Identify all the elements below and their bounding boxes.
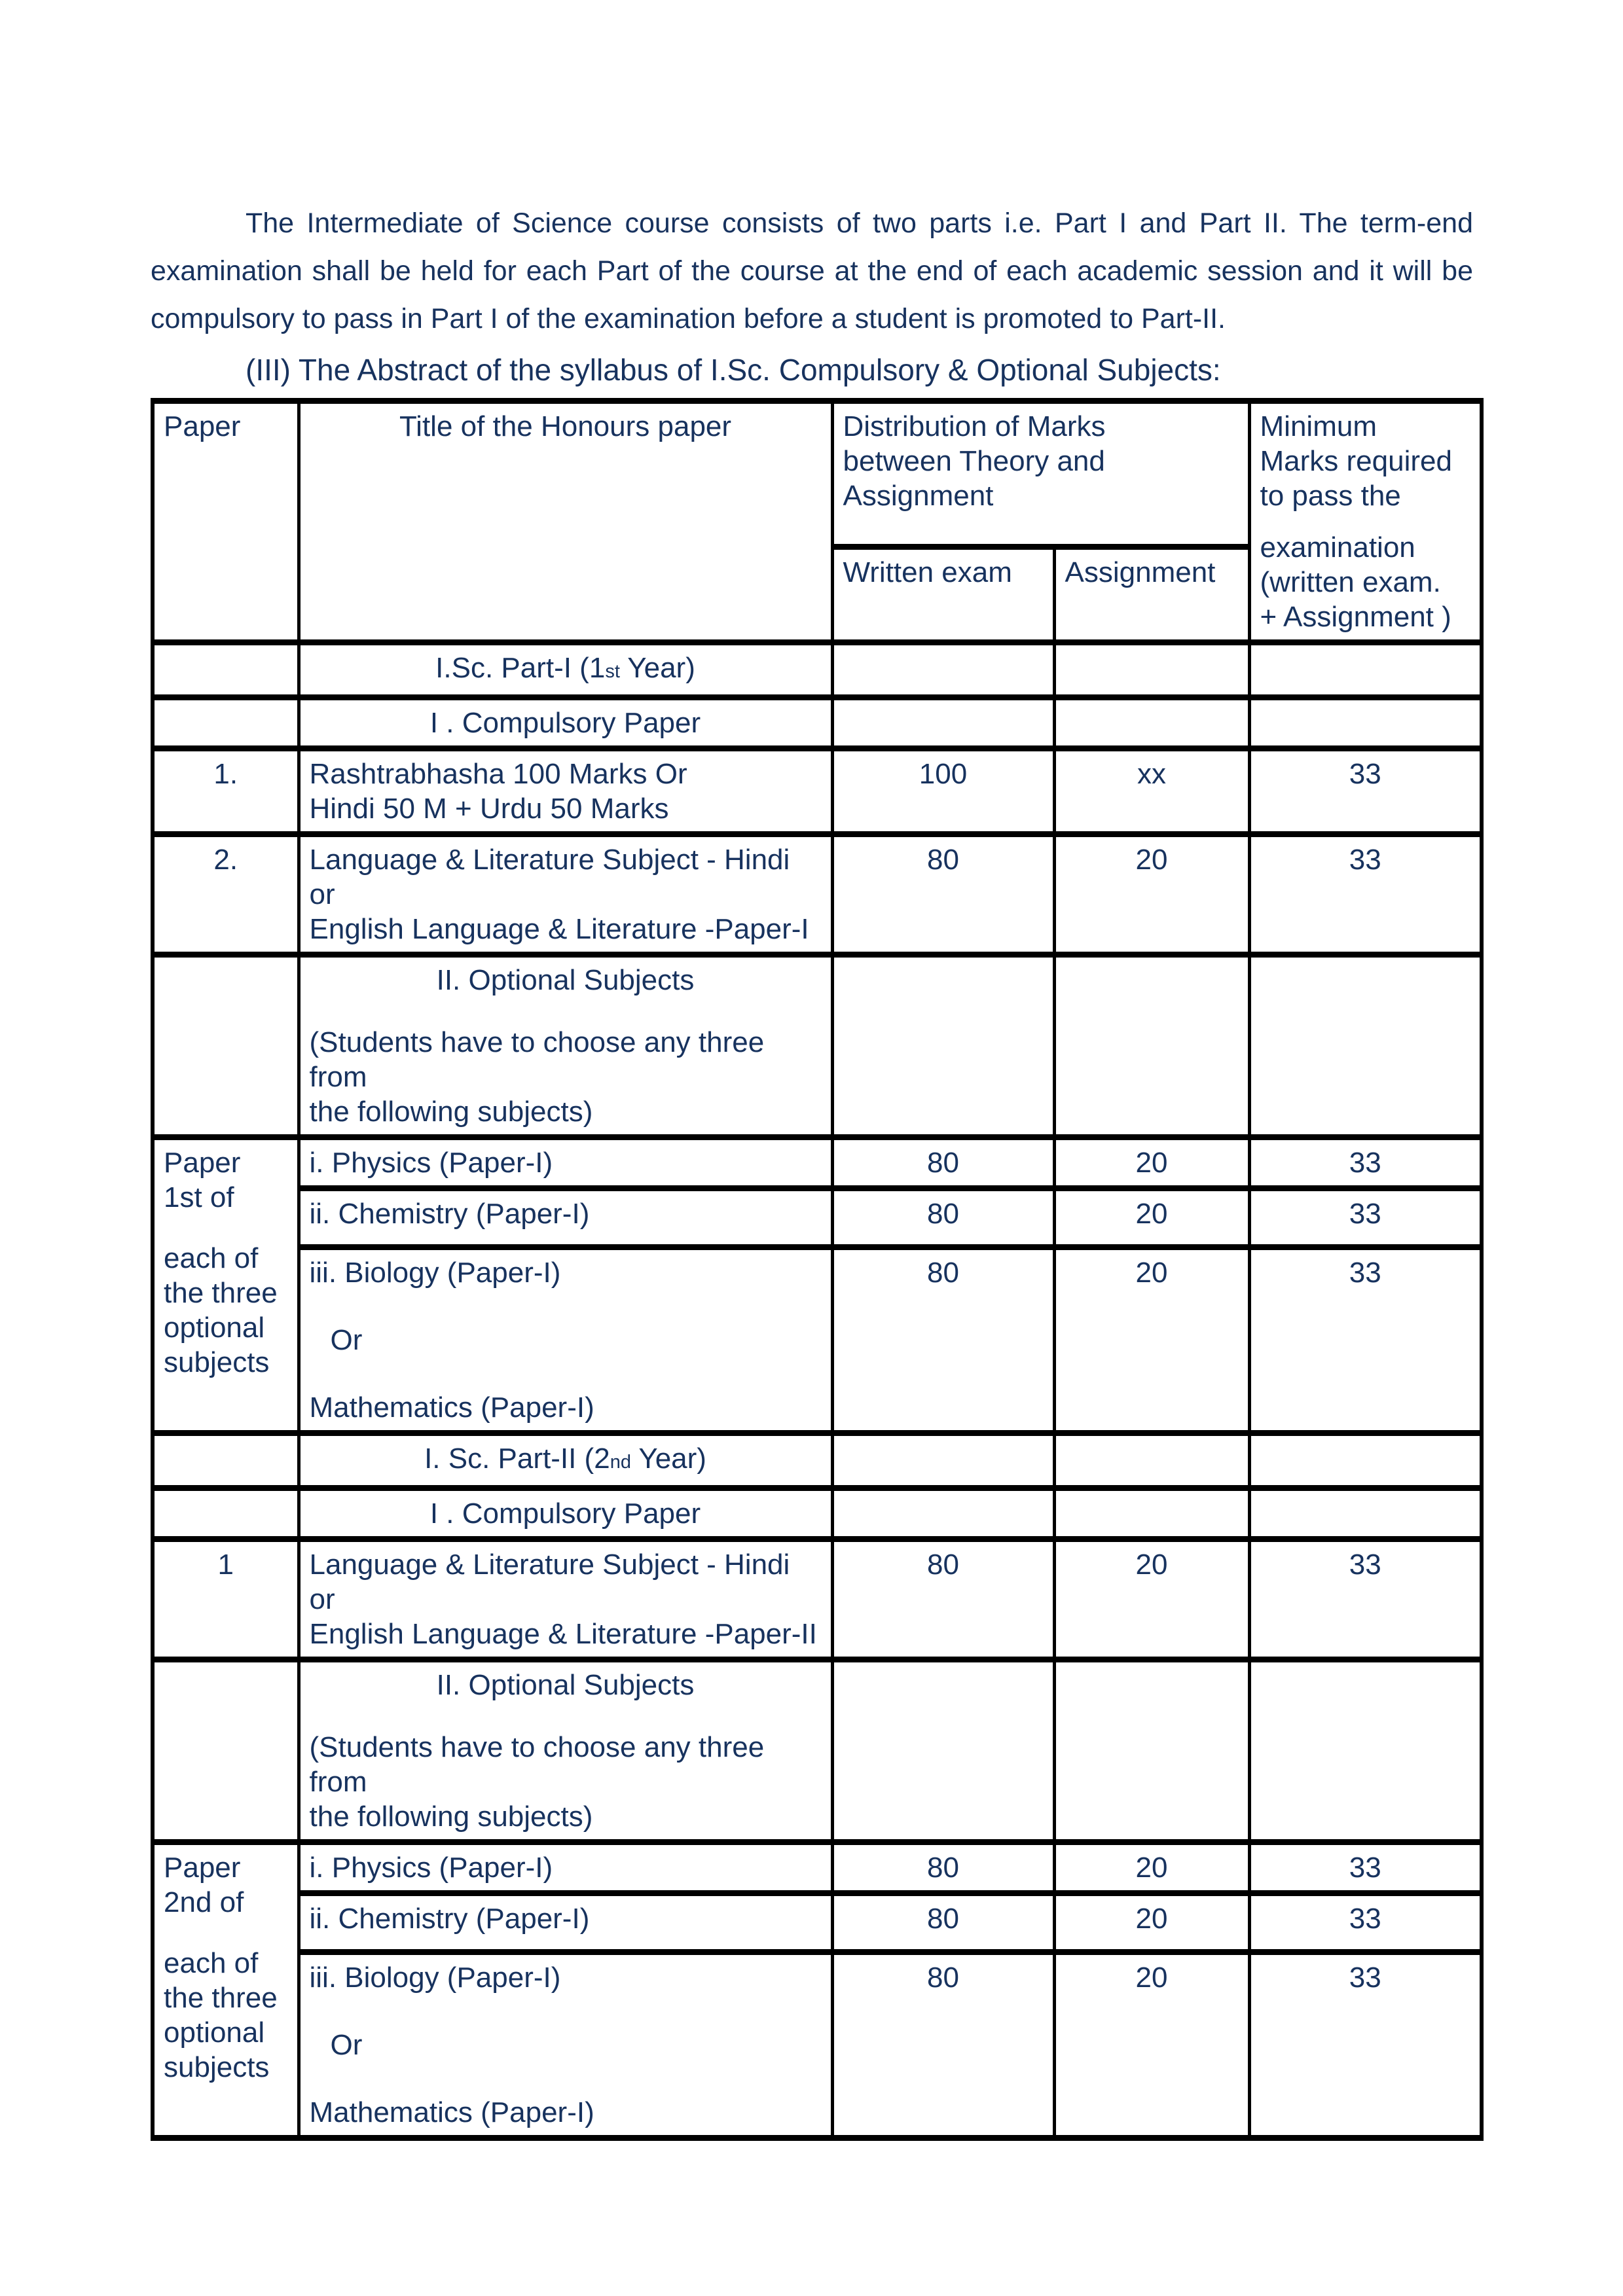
row-biology-2 xyxy=(153,1952,1482,2138)
section-compulsory2-cell xyxy=(299,1488,832,1539)
minimum-marks-cell: 33 xyxy=(1249,1247,1482,1433)
assignment-marks-cell: 20 xyxy=(1054,1893,1249,1952)
header-title-label: Title of the Honours paper xyxy=(399,410,732,442)
group-label-line: the three xyxy=(164,1277,278,1309)
group-label-line: subjects xyxy=(164,2051,270,2083)
empty-cell xyxy=(153,955,299,1138)
assignment-marks-cell: 20 xyxy=(1054,1138,1249,1189)
title-cell: i. Physics (Paper-I) xyxy=(299,1138,832,1189)
minimum-marks-cell: 33 xyxy=(1249,1952,1482,2138)
empty-cell xyxy=(832,643,1054,698)
assignment-marks-cell: 20 xyxy=(1054,1952,1249,2138)
row-physics-2 xyxy=(153,1842,1482,1893)
empty-cell xyxy=(1054,698,1249,749)
paper-number-cell: 1 xyxy=(153,1539,299,1660)
section-optional2-cell xyxy=(299,1660,832,1842)
empty-cell xyxy=(1054,955,1249,1138)
group-label-line: each of xyxy=(164,1242,259,1274)
empty-cell xyxy=(1249,1488,1482,1539)
empty-cell xyxy=(153,1433,299,1488)
row-language-1 xyxy=(153,834,1482,955)
ordinal-suffix: st xyxy=(605,661,620,682)
written-marks-cell: 80 xyxy=(832,1842,1054,1893)
title-line: Language & Literature Subject - Hindi or xyxy=(309,844,790,910)
section-row-compulsory1 xyxy=(153,698,1482,749)
empty-cell xyxy=(832,1433,1054,1488)
written-marks-cell: 80 xyxy=(832,834,1054,955)
header-title-cell xyxy=(299,401,832,643)
section-row-part2 xyxy=(153,1433,1482,1488)
minimum-marks-cell: 33 xyxy=(1249,1842,1482,1893)
title-cell xyxy=(299,749,832,834)
written-marks-cell: 100 xyxy=(832,749,1054,834)
title-line: Mathematics (Paper-I) xyxy=(309,1391,594,1424)
group-label-line: the three xyxy=(164,1982,278,2014)
table-header-row-1 xyxy=(153,401,1482,547)
header-paper-cell xyxy=(153,401,299,643)
header-assignment-cell xyxy=(1054,547,1249,643)
empty-cell xyxy=(1249,698,1482,749)
title-line: Or xyxy=(330,2029,363,2061)
minimum-marks-cell: 33 xyxy=(1249,1539,1482,1660)
header-minimum-line: Minimum xyxy=(1260,410,1377,442)
empty-cell xyxy=(1249,1433,1482,1488)
section-row-compulsory2 xyxy=(153,1488,1482,1539)
written-marks-cell: 80 xyxy=(832,1893,1054,1952)
empty-cell xyxy=(1054,1488,1249,1539)
page-content xyxy=(151,0,1480,2141)
assignment-marks-cell: 20 xyxy=(1054,1539,1249,1660)
header-paper-label: Paper xyxy=(164,410,241,442)
empty-cell xyxy=(832,955,1054,1138)
group-label-line: Paper xyxy=(164,1852,241,1884)
paper-number-cell: 1. xyxy=(153,749,299,834)
header-written-exam-label: Written exam xyxy=(843,556,1012,589)
header-minimum-line: (written exam. xyxy=(1260,566,1441,598)
section-optional2-title: II. Optional Subjects xyxy=(436,1669,695,1701)
minimum-marks-cell: 33 xyxy=(1249,1189,1482,1247)
empty-cell xyxy=(153,643,299,698)
group-label-line: optional xyxy=(164,1312,265,1344)
header-minimum-line: to pass the xyxy=(1260,480,1401,512)
empty-cell xyxy=(832,698,1054,749)
section-part1-cell xyxy=(299,643,832,698)
empty-cell xyxy=(832,1660,1054,1842)
paper-number-cell: 2. xyxy=(153,834,299,955)
header-minimum-line: Marks required xyxy=(1260,445,1452,477)
ordinal-suffix: nd xyxy=(610,1452,631,1473)
empty-cell xyxy=(1249,1660,1482,1842)
title-cell xyxy=(299,1952,832,2138)
section-compulsory2-label: I . Compulsory Paper xyxy=(429,1498,701,1530)
written-marks-cell: 80 xyxy=(832,1189,1054,1247)
section-heading: (III) The Abstract of the syllabus of I.Sc. Compulsory & Optional Subjects: xyxy=(246,353,1221,387)
assignment-marks-cell: 20 xyxy=(1054,1247,1249,1433)
section-part2-cell xyxy=(299,1433,832,1488)
title-line: Mathematics (Paper-I) xyxy=(309,2096,594,2128)
assignment-marks-cell: xx xyxy=(1054,749,1249,834)
section-part2-label: I. Sc. Part-II (2nd Year) xyxy=(424,1443,706,1475)
section-optional2-note: the following subjects) xyxy=(309,1801,593,1833)
empty-cell xyxy=(1249,643,1482,698)
title-line: iii. Biology (Paper-I) xyxy=(309,1962,561,1994)
group-label-line: 2nd of xyxy=(164,1886,244,1918)
syllabus-table xyxy=(151,398,1484,2141)
section-optional1-cell xyxy=(299,955,832,1138)
title-line: iii. Biology (Paper-I) xyxy=(309,1257,561,1289)
title-cell: ii. Chemistry (Paper-I) xyxy=(299,1893,832,1952)
group-label-line: subjects xyxy=(164,1346,270,1378)
group-label-line: each of xyxy=(164,1947,259,1979)
title-line: Language & Literature Subject - Hindi or xyxy=(309,1549,790,1615)
assignment-marks-cell: 20 xyxy=(1054,1189,1249,1247)
section-part1-label: I.Sc. Part-I (1st Year) xyxy=(435,652,695,684)
row-chemistry-2 xyxy=(153,1893,1482,1952)
assignment-marks-cell: 20 xyxy=(1054,1842,1249,1893)
group-cell-paper-2nd xyxy=(153,1842,299,2138)
row-rashtrabhasha xyxy=(153,749,1482,834)
assignment-marks-cell: 20 xyxy=(1054,834,1249,955)
group-label-line: 1st of xyxy=(164,1181,234,1213)
title-line: English Language & Literature -Paper-I xyxy=(309,913,809,945)
empty-cell xyxy=(1249,955,1482,1138)
empty-cell xyxy=(153,1660,299,1842)
empty-cell xyxy=(153,698,299,749)
written-marks-cell: 80 xyxy=(832,1539,1054,1660)
title-line: English Language & Literature -Paper-II xyxy=(309,1618,817,1650)
title-cell: ii. Chemistry (Paper-I) xyxy=(299,1189,832,1247)
empty-cell xyxy=(1054,643,1249,698)
title-cell xyxy=(299,1539,832,1660)
section-compulsory1-cell xyxy=(299,698,832,749)
section-row-optional2 xyxy=(153,1660,1482,1842)
section-optional1-title: II. Optional Subjects xyxy=(436,964,695,996)
title-cell xyxy=(299,834,832,955)
written-marks-cell: 80 xyxy=(832,1138,1054,1189)
empty-cell xyxy=(1054,1433,1249,1488)
header-assignment-label: Assignment xyxy=(1065,556,1216,589)
row-chemistry-1 xyxy=(153,1189,1482,1247)
empty-cell xyxy=(1054,1660,1249,1842)
section-optional2-note: (Students have to choose any three from xyxy=(309,1731,765,1798)
section-optional1-note: (Students have to choose any three from xyxy=(309,1026,765,1093)
group-label-line: Paper xyxy=(164,1147,241,1179)
group-label-line: optional xyxy=(164,2017,265,2049)
header-distribution-line: Distribution of Marks xyxy=(843,410,1106,442)
section-row-optional1 xyxy=(153,955,1482,1138)
minimum-marks-cell: 33 xyxy=(1249,834,1482,955)
header-minimum-line: examination xyxy=(1260,531,1415,564)
minimum-marks-cell: 33 xyxy=(1249,1893,1482,1952)
title-line: Rashtrabhasha 100 Marks Or xyxy=(309,758,687,790)
written-marks-cell: 80 xyxy=(832,1952,1054,2138)
intro-paragraph: The Intermediate of Science course consists of two parts i.e. Part I and Part II. The term-end examination shall be held for each Part of the course at the end of each academic session and it will be compulsory to pass in Part I of the examination before a student is promoted to Part-II. xyxy=(151,207,1473,334)
section-optional1-note: the following subjects) xyxy=(309,1096,593,1128)
written-marks-cell: 80 xyxy=(832,1247,1054,1433)
header-distribution-cell xyxy=(832,401,1249,547)
group-cell-paper-1st xyxy=(153,1138,299,1433)
section-row-part1 xyxy=(153,643,1482,698)
header-written-exam-cell xyxy=(832,547,1054,643)
empty-cell xyxy=(832,1488,1054,1539)
minimum-marks-cell: 33 xyxy=(1249,1138,1482,1189)
header-minimum-line: + Assignment ) xyxy=(1260,601,1451,633)
header-minimum-cell xyxy=(1249,401,1482,643)
row-language-2 xyxy=(153,1539,1482,1660)
header-distribution-line: between Theory and xyxy=(843,445,1105,477)
section-compulsory1-label: I . Compulsory Paper xyxy=(429,707,701,739)
title-cell xyxy=(299,1247,832,1433)
row-biology-1 xyxy=(153,1247,1482,1433)
header-distribution-line: Assignment xyxy=(843,480,994,512)
title-line: Or xyxy=(330,1324,363,1356)
title-cell: i. Physics (Paper-I) xyxy=(299,1842,832,1893)
minimum-marks-cell: 33 xyxy=(1249,749,1482,834)
row-physics-1 xyxy=(153,1138,1482,1189)
title-line: Hindi 50 M + Urdu 50 Marks xyxy=(309,793,669,825)
empty-cell xyxy=(153,1488,299,1539)
